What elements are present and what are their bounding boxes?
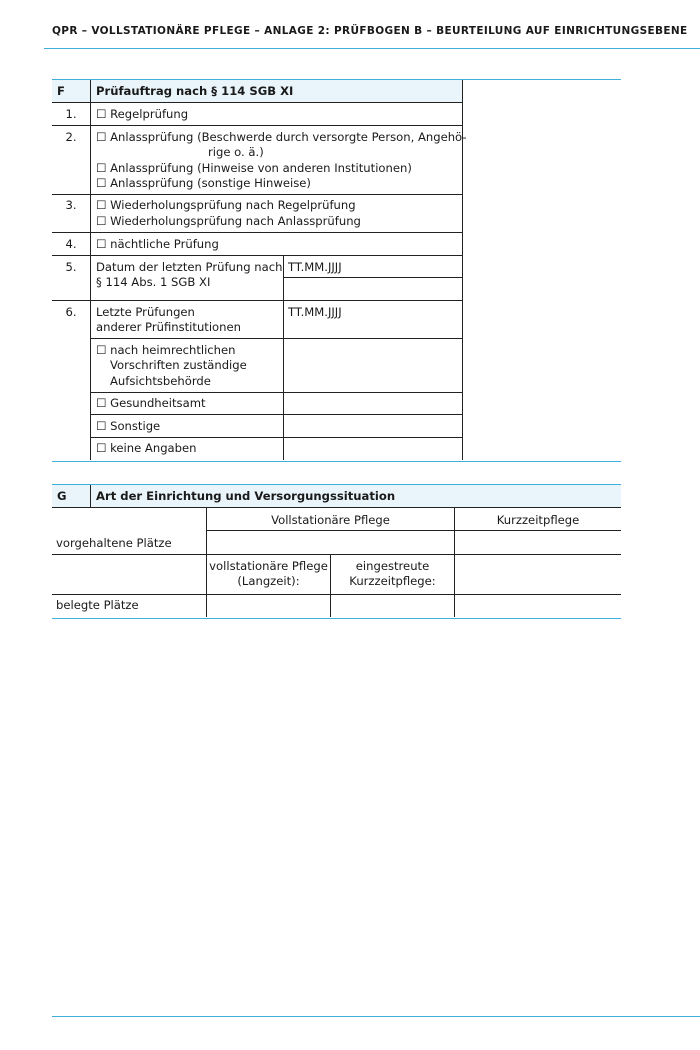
row-divider <box>52 554 621 555</box>
row-divider <box>52 232 462 233</box>
sub-eingestreut: eingestreute <box>355 559 430 573</box>
last-inspection-extra-field[interactable] <box>284 278 461 299</box>
checkbox-keine-angaben[interactable]: ☐ keine Angaben <box>96 441 197 457</box>
checkbox-anlass-beschwerde[interactable]: ☐ Anlassprüfung (Beschwerde durch versorgte Person, Angehö- <box>96 130 467 146</box>
checkbox-naechtliche-pruefung[interactable]: ☐ nächtliche Prüfung <box>96 237 219 253</box>
row-belegte-plaetze: belegte Plätze <box>56 598 139 612</box>
checkbox-gesundheitsamt[interactable]: ☐ Gesundheitsamt <box>96 396 206 412</box>
vorgehaltene-kurzzeit-field[interactable] <box>455 531 620 553</box>
sub-langzeit: vollstationäre Pflege <box>209 559 328 573</box>
sonstige-date-field[interactable] <box>284 415 461 436</box>
col-kurzzeit: Kurzzeitpflege <box>496 513 580 527</box>
header-rule <box>44 48 700 49</box>
row-number: 3. <box>65 198 77 212</box>
checkbox-anlass-institutionen[interactable]: ☐ Anlassprüfung (Hinweise von anderen Institutionen) <box>96 161 412 177</box>
section-g-table <box>52 484 621 619</box>
row-number: 2. <box>65 130 77 144</box>
last-inspection-date-field[interactable]: TT.MM.JJJJ <box>288 260 342 274</box>
section-f-table <box>52 79 621 462</box>
row-number: 1. <box>65 107 77 121</box>
checkbox-sonstige[interactable]: ☐ Sonstige <box>96 419 160 435</box>
section-f-letter: F <box>57 84 65 98</box>
belegte-eingestreut-field[interactable] <box>331 595 453 617</box>
row-divider <box>52 255 462 256</box>
other-inspections-label-line2: anderer Prüfinstitutionen <box>96 320 241 334</box>
row-divider <box>52 102 462 103</box>
page-header: QPR – VOLLSTATIONÄRE PFLEGE – ANLAGE 2: PRÜFBOGEN B – BEURTEILUNG AUF EINRICHTUNGSEBENE <box>52 25 688 37</box>
row-number: 4. <box>65 237 77 251</box>
row-divider <box>52 125 462 126</box>
other-inspections-date-field[interactable]: TT.MM.JJJJ <box>288 305 342 319</box>
checkbox-anlass-sonstige[interactable]: ☐ Anlassprüfung (sonstige Hinweise) <box>96 176 311 192</box>
column-divider <box>90 485 91 507</box>
row-vorgehaltene-plaetze: vorgehaltene Plätze <box>56 536 172 550</box>
gesundheitsamt-date-field[interactable] <box>284 393 461 413</box>
option-continuation: Aufsichtsbehörde <box>110 374 211 388</box>
row-divider <box>52 300 462 301</box>
last-inspection-label: Datum der letzten Prüfung nach <box>96 260 283 274</box>
checkbox-regelpruefung[interactable]: ☐ Regelprüfung <box>96 107 188 123</box>
footer-rule <box>52 1016 700 1017</box>
row-divider <box>52 194 462 195</box>
row-number: 6. <box>65 305 77 319</box>
sub-langzeit-line2: (Langzeit): <box>237 574 300 588</box>
row-divider <box>52 507 621 508</box>
section-g-letter: G <box>57 489 67 503</box>
row-number: 5. <box>65 260 77 274</box>
col-vollstationaer: Vollstationäre Pflege <box>271 513 390 527</box>
other-inspections-label: Letzte Prüfungen <box>96 305 195 319</box>
column-divider <box>90 80 91 460</box>
last-inspection-label-line2: § 114 Abs. 1 SGB XI <box>96 275 211 289</box>
option-continuation: rige o. ä.) <box>208 145 264 159</box>
section-f-title: Prüfauftrag nach § 114 SGB XI <box>96 84 294 98</box>
checkbox-wiederholung-anlass[interactable]: ☐ Wiederholungsprüfung nach Anlassprüfung <box>96 214 361 230</box>
belegte-kurzzeit-field[interactable] <box>455 595 620 617</box>
belegte-langzeit-field[interactable] <box>207 595 329 617</box>
keine-angaben-date-field[interactable] <box>284 438 461 459</box>
checkbox-heimaufsicht[interactable]: ☐ nach heimrechtlichen <box>96 343 236 359</box>
option-continuation: Vorschriften zuständige <box>110 358 247 372</box>
heimaufsicht-date-field[interactable] <box>284 339 461 391</box>
vorgehaltene-vollstationaer-field[interactable] <box>207 531 453 553</box>
section-g-title: Art der Einrichtung und Versorgungssituation <box>96 489 396 503</box>
checkbox-wiederholung-regel[interactable]: ☐ Wiederholungsprüfung nach Regelprüfung <box>96 198 356 214</box>
sub-eingestreut-line2: Kurzzeitpflege: <box>349 574 436 588</box>
section-f-grid <box>52 80 467 461</box>
